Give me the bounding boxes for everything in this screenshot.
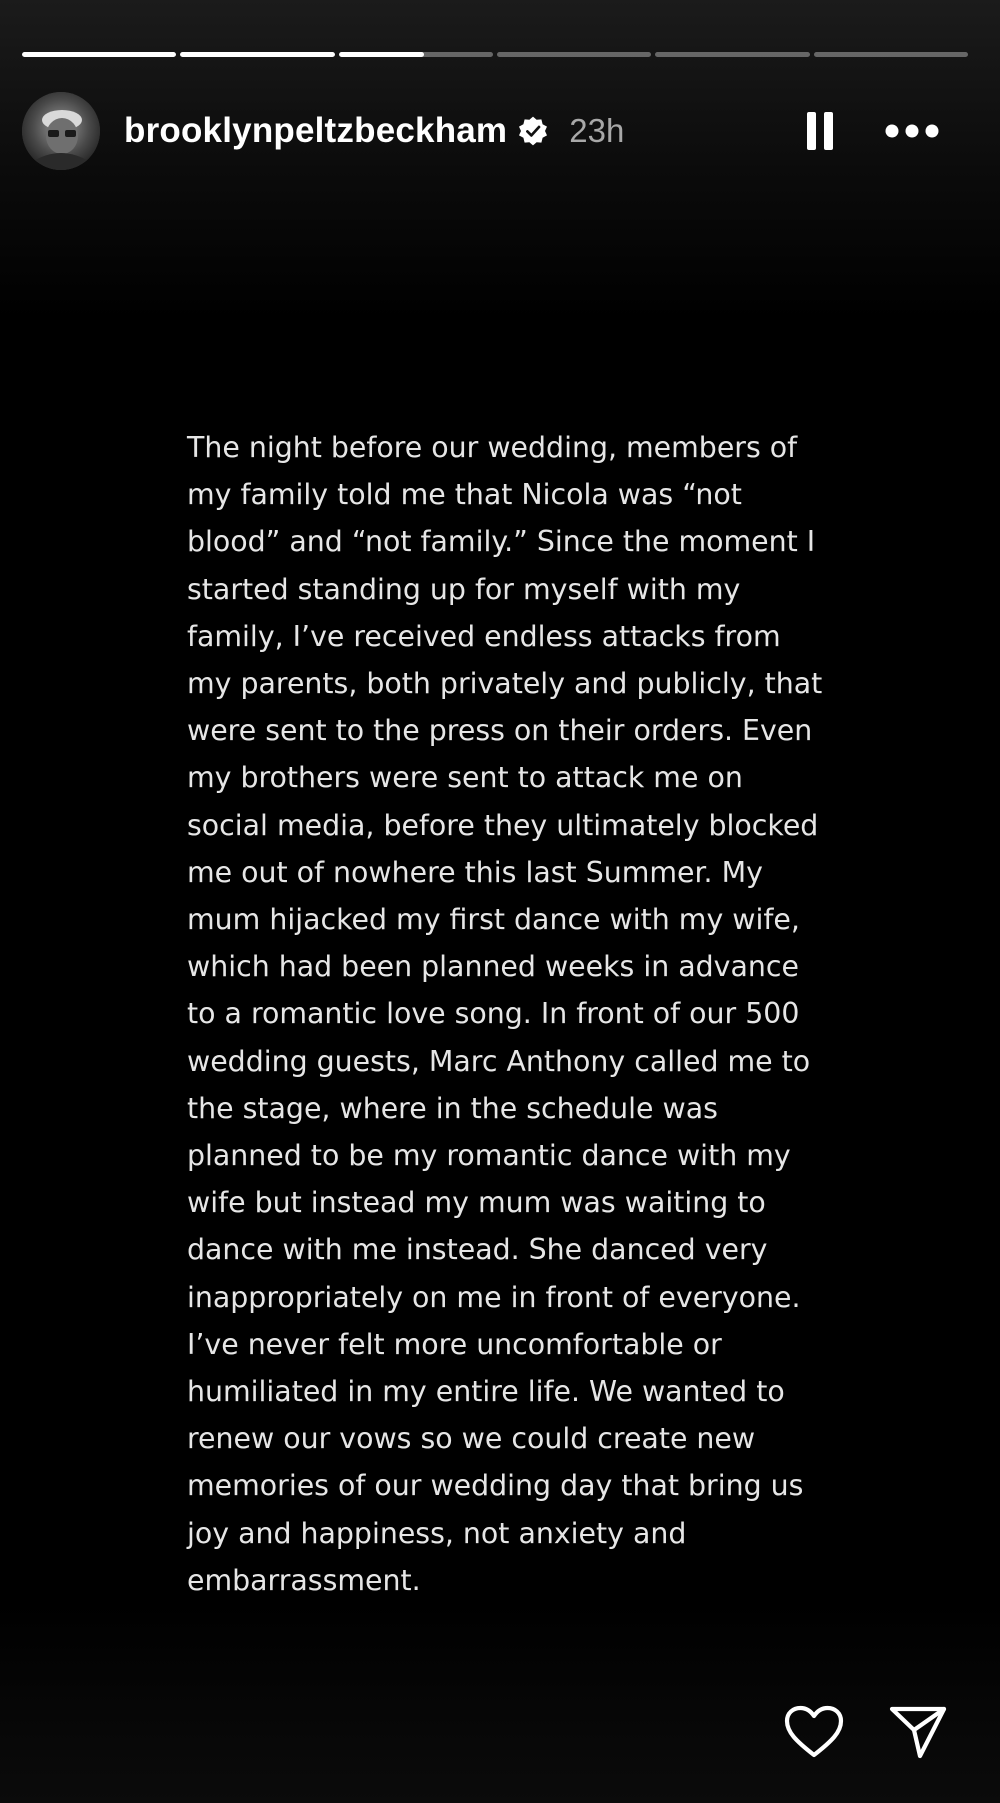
more-options-button[interactable]	[882, 105, 942, 157]
avatar-image	[22, 92, 100, 170]
story-text-line: humiliated in my entire life. We wanted to	[187, 1375, 785, 1409]
story-text-line: my brothers were sent to attack me on	[187, 761, 743, 795]
story-text-line: me out of nowhere this last Summer. My	[187, 855, 763, 889]
verified-badge-icon	[517, 115, 549, 147]
story-text-line: were sent to the press on their orders. Even	[187, 714, 813, 748]
avatar[interactable]	[22, 92, 100, 170]
story-text-line: memories of our wedding day that bring us	[187, 1469, 804, 1503]
story-text-line: joy and happiness, not anxiety and	[187, 1516, 687, 1550]
story-text-line: started standing up for myself with my	[187, 572, 741, 606]
story-header	[22, 88, 968, 174]
story-text-line: wedding guests, Marc Anthony called me to	[187, 1044, 811, 1078]
story-text-line: renew our vows so we could create new	[187, 1422, 756, 1456]
progress-segment	[497, 52, 651, 57]
story-text-line: I’ve never felt more uncomfortable or	[187, 1327, 722, 1361]
story-footer	[782, 1700, 950, 1764]
like-button[interactable]	[782, 1700, 846, 1764]
story-text-line: the stage, where in the schedule was	[187, 1091, 718, 1125]
story-text-line: family, I’ve received endless attacks from	[187, 619, 781, 653]
progress-segment	[814, 52, 968, 57]
story-text-line: inappropriately on me in front of everyone.	[187, 1280, 801, 1314]
story-text	[187, 424, 827, 1604]
pause-icon	[805, 110, 835, 152]
story-text-line: my parents, both privately and publicly, that	[187, 667, 823, 701]
story-progress-bar	[22, 52, 968, 57]
story-text-line: blood” and “not family.” Since the moment I	[187, 525, 816, 559]
story-text-line: planned to be my romantic dance with my	[187, 1139, 791, 1173]
story-text-line: embarrassment.	[187, 1563, 421, 1597]
post-time: 23h	[569, 112, 625, 149]
story-text-line: my family told me that Nicola was “not	[187, 478, 742, 512]
story-text-line: social media, before they ultimately blocked	[187, 808, 819, 842]
story-text-line: which had been planned weeks in advance	[187, 950, 799, 984]
send-icon	[888, 1703, 948, 1761]
header-actions	[796, 105, 968, 157]
story-text-line: wife but instead my mum was waiting to	[187, 1186, 766, 1220]
progress-segment	[655, 52, 809, 57]
send-button[interactable]	[886, 1700, 950, 1764]
progress-segment	[22, 52, 176, 57]
story-text-line: mum hijacked my first dance with my wife,	[187, 903, 800, 937]
story-text-line: The night before our wedding, members of	[187, 431, 798, 464]
heart-icon	[784, 1705, 844, 1759]
story-text-line: to a romantic love song. In front of our 500	[187, 997, 800, 1031]
progress-segment	[180, 52, 334, 57]
username[interactable]: brooklynpeltzbeckham	[124, 111, 508, 150]
story-text-line: dance with me instead. She danced very	[187, 1233, 768, 1267]
more-icon	[884, 123, 940, 139]
pause-button[interactable]	[796, 105, 844, 157]
progress-segment	[339, 52, 493, 57]
